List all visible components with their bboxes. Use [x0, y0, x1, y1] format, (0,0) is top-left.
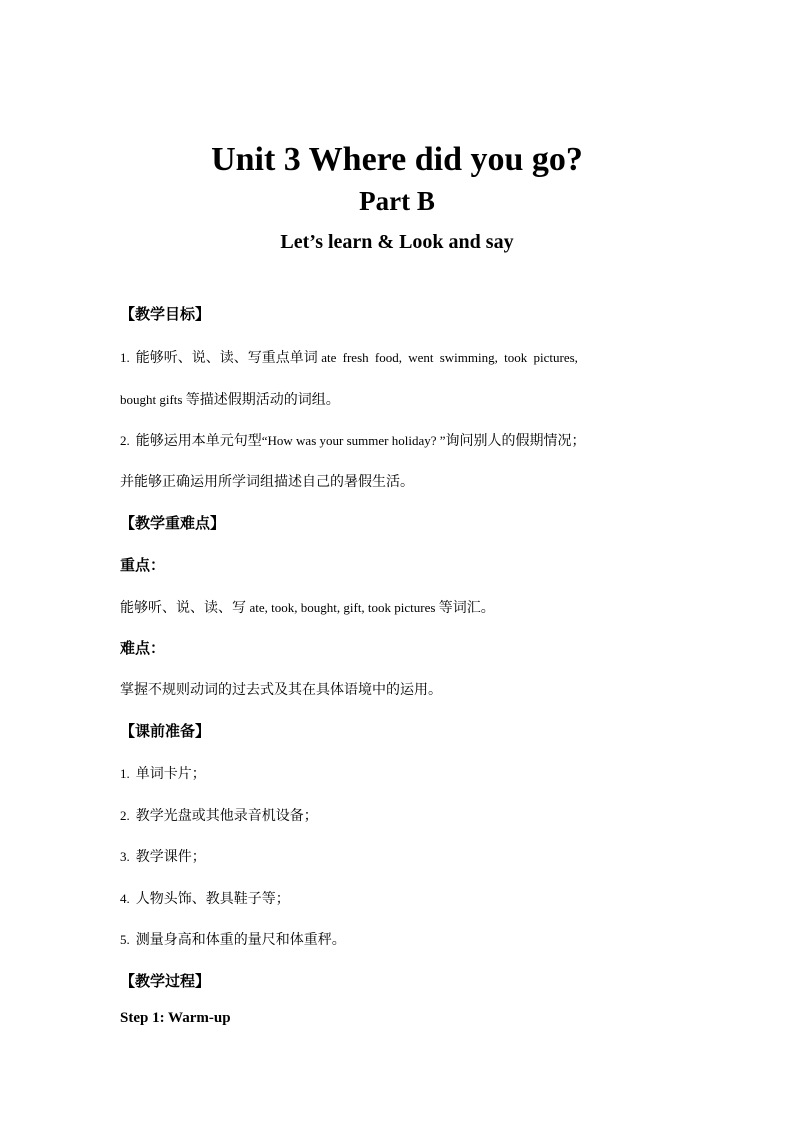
focus-en: ate, took, bought, gift, took pictures [249, 600, 439, 615]
preparation-item-1 [120, 763, 206, 786]
objective-2-number: 2. [120, 433, 130, 448]
preparation-item-5 [120, 929, 346, 952]
preparation-heading: 【课前准备】 [120, 724, 211, 740]
focus-text [120, 597, 495, 620]
key-points-heading: 【教学重难点】 [120, 516, 226, 532]
preparation-item-1-text: 单词卡片； [135, 767, 206, 782]
preparation-item-2 [120, 805, 318, 828]
objective-1-en-b: bought gifts [120, 392, 186, 407]
objective-2-line-1 [120, 430, 586, 453]
difficulty-label: 难点： [120, 641, 166, 657]
preparation-item-5-text: 测量身高和体重的量尺和体重秤。 [135, 933, 346, 948]
objective-1-line-1 [120, 347, 578, 370]
objectives-heading: 【教学目标】 [120, 307, 211, 323]
preparation-item-2-text: 教学光盘或其他录音机设备； [135, 809, 318, 824]
process-heading: 【教学过程】 [120, 974, 211, 990]
focus-cn-2: 等词汇。 [438, 601, 495, 616]
focus-cn: 能够听、说、读、写 [120, 601, 250, 616]
objective-2-cn-a: 能够运用本单元句型 [135, 434, 262, 449]
objective-1-cn-b: 等描述假期活动的词组。 [185, 393, 340, 408]
step-1-heading: Step 1: Warm-up [120, 1010, 231, 1026]
preparation-item-1-number: 1. [120, 766, 130, 781]
objective-2-en-a: “How was your summer holiday? ” [261, 433, 446, 448]
lesson-subtitle: Let’s learn & Look and say [280, 231, 514, 253]
page-title: Unit 3 Where did you go? [211, 141, 583, 178]
preparation-item-5-number: 5. [120, 932, 130, 947]
objective-1-number: 1. [120, 350, 130, 365]
preparation-item-2-number: 2. [120, 808, 130, 823]
objective-1-cn-a: 能够听、说、读、写重点单词 [135, 351, 322, 366]
preparation-item-4 [120, 888, 290, 911]
objective-1-en-a: ate fresh food, went swimming, took pictures, [321, 350, 578, 365]
focus-label: 重点： [120, 558, 166, 574]
difficulty-text: 掌握不规则动词的过去式及其在具体语境中的运用。 [120, 683, 442, 698]
preparation-item-4-text: 人物头饰、教具鞋子等； [135, 892, 290, 907]
preparation-item-3-text: 教学课件； [135, 850, 206, 865]
preparation-item-4-number: 4. [120, 891, 130, 906]
objective-2-line-2: 并能够正确运用所学词组描述自己的暑假生活。 [120, 475, 414, 490]
preparation-item-3-number: 3. [120, 849, 130, 864]
objective-1-line-2 [120, 389, 340, 412]
part-subtitle: Part B [359, 186, 435, 216]
objective-2-cn-b: 询问别人的假期情况； [445, 434, 586, 449]
preparation-item-3 [120, 846, 206, 869]
